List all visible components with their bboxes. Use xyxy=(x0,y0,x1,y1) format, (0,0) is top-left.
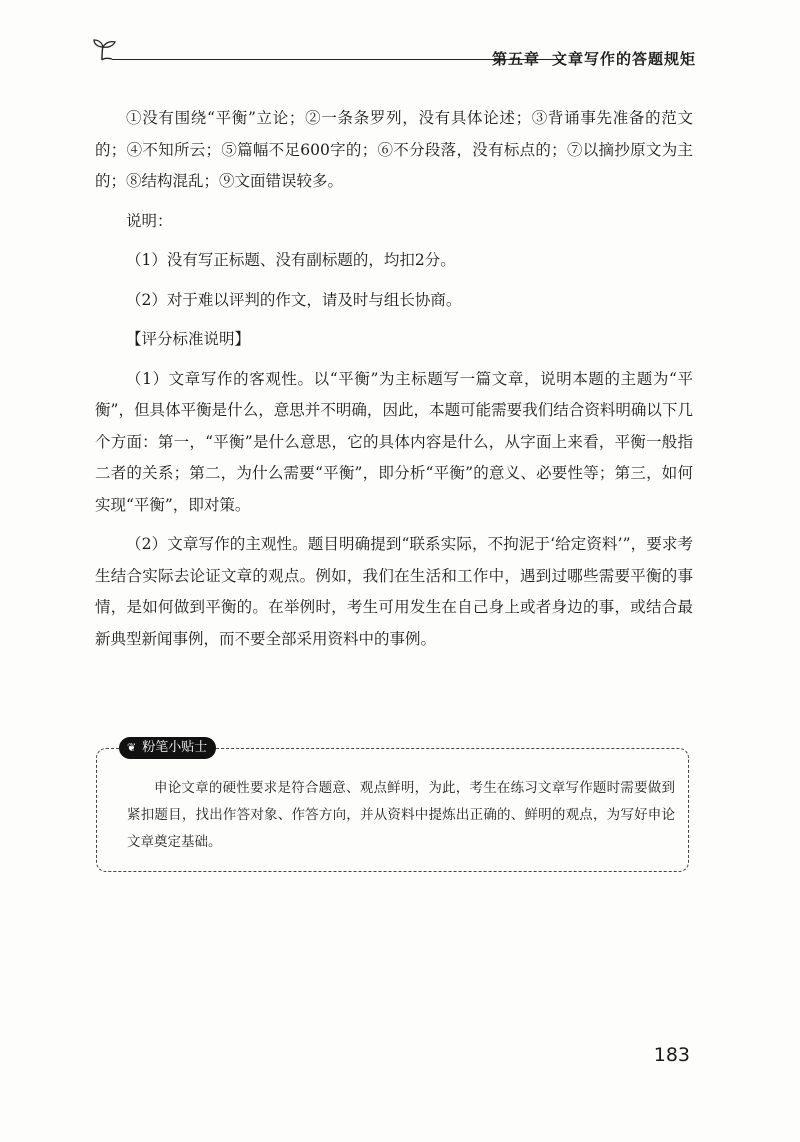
tip-text: 申论文章的硬性要求是符合题意、观点鲜明，为此，考生在练习文章写作题时需要做到紧扣题目，找出作答对象、作答方向，并从资料中提炼出正确的、鲜明的观点，为写好申论文章奠定基础。 xyxy=(127,780,675,850)
tip-badge-label: 粉笔小贴士 xyxy=(142,740,208,755)
tip-badge xyxy=(119,737,216,759)
leaf-icon: ❦ xyxy=(127,741,137,754)
tip-box xyxy=(96,740,689,872)
chapter-title: 文章写作的答题规矩 xyxy=(551,50,696,68)
note-item-2: （2）对于难以评判的作文，请及时与组长协商。 xyxy=(126,290,462,309)
chapter-number: 第五章 xyxy=(491,50,540,68)
subjectivity-paragraph: （2）文章写作的主观性。题目明确提到“联系实际，不拘泥于‘给定资料’”，要求考生结合实际去论证文章的观点。例如，我们在生活和工作中，遇到过哪些需要平衡的事情，是如何做到平衡的。在举例时，考生可用发生在自己身上或者身边的事，或结合最新典型新闻事例，而不要全部采用资料中的事例。 xyxy=(95,535,693,648)
note-item-1: （1）没有写正标题、没有副标题的，均扣2分。 xyxy=(126,251,456,269)
section-title: 【评分标准说明】 xyxy=(126,330,251,348)
page-number: 183 xyxy=(653,1044,690,1066)
running-header xyxy=(88,34,696,74)
sprout-icon xyxy=(88,34,128,74)
note-label: 说明： xyxy=(126,211,173,230)
deduction-criteria: ①没有围绕“平衡”立论；②一条条罗列，没有具体论述；③背诵事先准备的范文的；④不知所云；⑤篇幅不足600字的；⑥不分段落，没有标点的；⑦以摘抄原文为主的；⑧结构混乱；⑨文面错误较多。 xyxy=(95,109,693,190)
objectivity-paragraph: （1）文章写作的客观性。以“平衡”为主标题写一篇文章，说明本题的主题为“平衡”，但具体平衡是什么，意思并不明确，因此，本题可能需要我们结合资料明确以下几个方面：第一，“平衡”是什么意思，它的具体内容是什么，从字面上来看，平衡一般指二者的关系；第二，为什么需要“平衡”，即分析“平衡”的意义、必要性等；第三，如何实现“平衡”，即对策。 xyxy=(95,369,693,514)
chapter-heading xyxy=(492,48,696,69)
page-body xyxy=(95,103,693,663)
